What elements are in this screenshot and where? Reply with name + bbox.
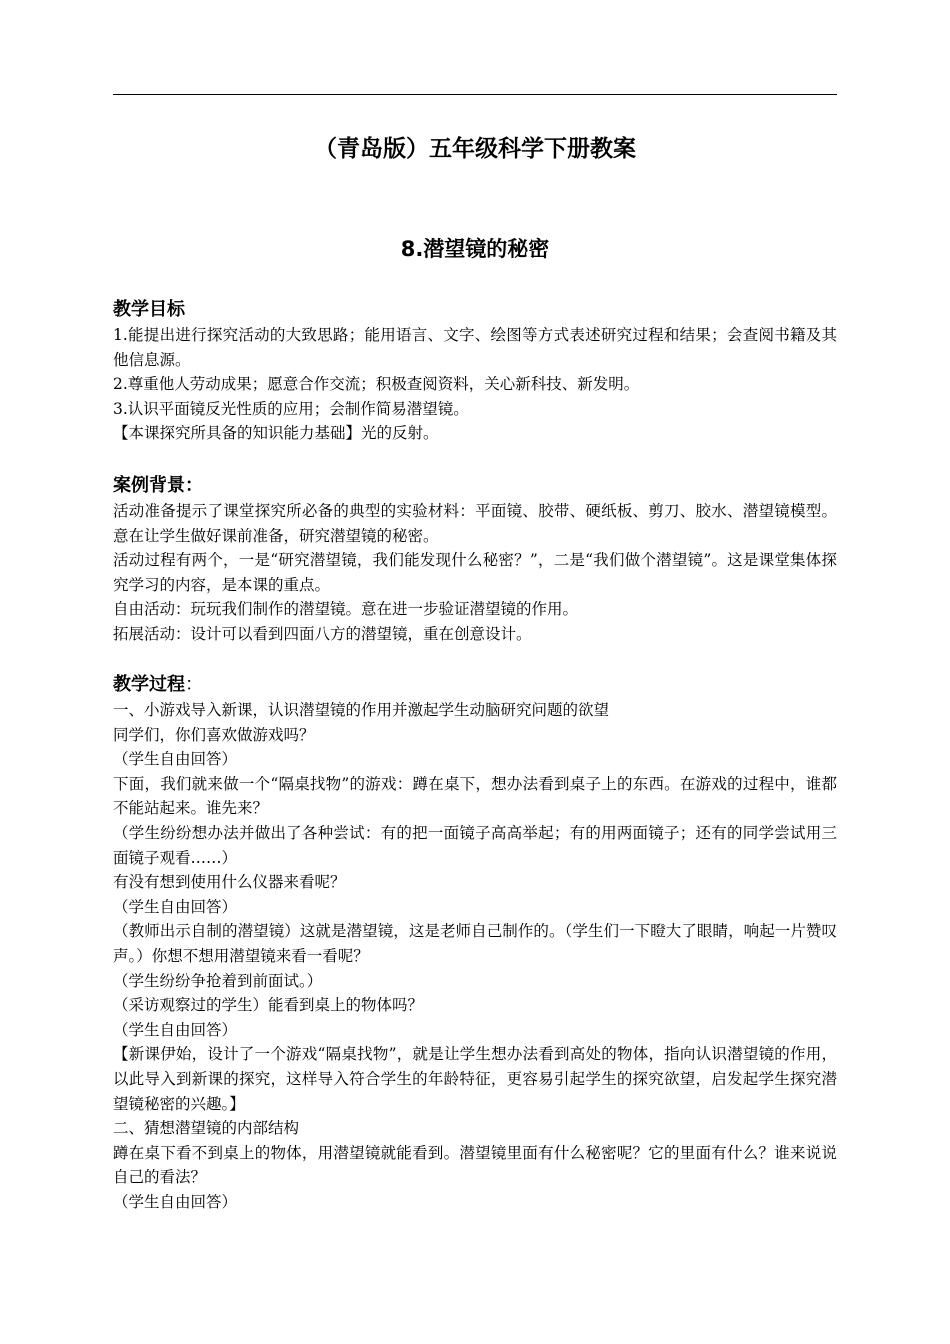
objective-item: 1.能提出进行探究活动的大致思路；能用语言、文字、绘图等方式表述研究过程和结果；会查阅书籍及其他信息源。 <box>113 326 837 369</box>
process-paragraph: （学生纷纷争抢着到前面试。） <box>113 971 323 990</box>
process-paragraph: 【新课伊始，设计了一个游戏“隔桌找物”，就是让学生想办法看到高处的物体，指向认识潜望镜的作用，以此导入到新课的探究，这样导入符合学生的年龄特征，更容易引起学生的探究欲望，启发起学生探究潜望镜秘密的兴趣。】 <box>113 1045 837 1113</box>
process-paragraph: （学生自由回答） <box>113 1020 238 1039</box>
process-paragraph: 有没有想到使用什么仪器来看呢？ <box>113 873 346 892</box>
objectives-heading: 教学目标 <box>113 299 185 320</box>
background-heading <box>113 473 837 499</box>
process-paragraph: （学生自由回答） <box>113 897 238 916</box>
process-paragraph: （学生自由回答） <box>113 1192 238 1211</box>
objective-item: 【本课探究所具备的知识能力基础】光的反射。 <box>113 424 439 443</box>
lesson-title: 8.潜望镜的秘密 <box>400 237 550 261</box>
background-paragraph: 自由活动：玩玩我们制作的潜望镜。意在进一步验证潜望镜的作用。 <box>113 600 579 619</box>
background-paragraph: 活动准备提示了课堂探究所必备的典型的实验材料：平面镜、胶带、硬纸板、剪刀、胶水、潜望镜模型。意在让学生做好课前准备，研究潜望镜的秘密。 <box>113 502 837 545</box>
process-section <box>113 672 837 1214</box>
background-paragraph: 活动过程有两个，一是“研究潜望镜，我们能发现什么秘密？”，二是“我们做个潜望镜”。这是课堂集体探究学习的内容，是本课的重点。 <box>113 551 837 594</box>
objectives-section <box>113 297 837 446</box>
process-heading-colon: ： <box>185 674 203 695</box>
objective-item: 3.认识平面镜反光性质的应用；会制作简易潜望镜。 <box>113 399 469 418</box>
process-paragraph: （学生纷纷想办法并做出了各种尝试：有的把一面镜子高高举起；有的用两面镜子；还有的同学尝试用三面镜子观看……） <box>113 823 837 867</box>
process-paragraph: 一、小游戏导入新课，认识潜望镜的作用并激起学生动脑研究问题的欲望 <box>113 701 610 719</box>
process-paragraph: （采访观察过的学生）能看到桌上的物体吗？ <box>113 996 424 1015</box>
document-title: （青岛版）五年级科学下册教案 <box>314 136 636 162</box>
header-rule <box>113 94 837 95</box>
process-paragraph: （教师出示自制的潜望镜）这就是潜望镜，这是老师自己制作的。（学生们一下瞪大了眼睛，响起一片赞叹声。）你想不想用潜望镜来看一看呢？ <box>113 922 837 965</box>
process-paragraph: 同学们，你们喜欢做游戏吗？ <box>113 725 315 744</box>
process-paragraph: 蹲在桌下看不到桌上的物体，用潜望镜就能看到。潜望镜里面有什么秘密呢？它的里面有什么？谁来说说自己的看法？ <box>113 1143 837 1187</box>
process-heading <box>113 672 837 698</box>
background-paragraph: 拓展活动：设计可以看到四面八方的潜望镜，重在创意设计。 <box>113 624 532 643</box>
background-heading-colon: ： <box>185 475 203 496</box>
objective-item: 2.尊重他人劳动成果；愿意合作交流；积极查阅资料，关心新科技、新发明。 <box>113 375 640 394</box>
background-section <box>113 473 837 647</box>
process-paragraph: 下面，我们就来做一个“隔桌找物”的游戏：蹲在桌下，想办法看到桌子上的东西。在游戏的过程中，谁都不能站起来。谁先来？ <box>113 774 837 818</box>
background-heading-text: 案例背景 <box>113 475 185 496</box>
process-heading-text: 教学过程 <box>113 674 185 695</box>
process-paragraph: 二、猜想潜望镜的内部结构 <box>113 1119 300 1138</box>
process-paragraph: （学生自由回答） <box>113 750 238 769</box>
